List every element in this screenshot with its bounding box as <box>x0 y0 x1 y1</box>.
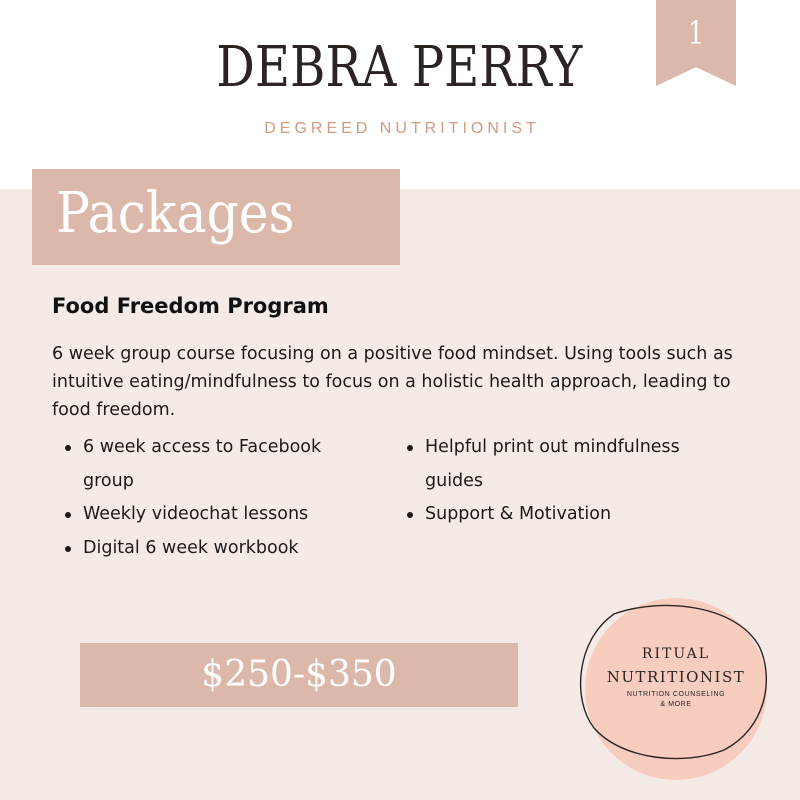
section-title: Packages <box>56 181 295 246</box>
program-description: 6 week group course focusing on a positive food mindset. Using tools such as intuitive eating/mindfulness to focus on a holistic health approach, leading to food freedom. <box>52 344 733 420</box>
logo-text-nutritionist: NUTRITIONIST <box>606 668 746 686</box>
feature-item: Support & Motivation <box>394 498 734 532</box>
logo-text-ritual: RITUAL <box>641 646 711 662</box>
brand-name: DEBRA PERRY <box>216 35 583 100</box>
logo-tagline-line2: & MORE <box>660 701 692 708</box>
page-number: 1 <box>687 14 705 52</box>
feature-list-right <box>394 431 734 532</box>
program-title: Food Freedom Program <box>52 294 329 318</box>
logo-tagline <box>576 690 776 710</box>
price-label: $250-$350 <box>201 654 397 695</box>
feature-item: Helpful print out mindfulness guides <box>394 431 734 498</box>
feature-item: Weekly videochat lessons <box>52 498 372 532</box>
feature-item: Digital 6 week workbook <box>52 532 372 566</box>
logo-tagline-line1: NUTRITION COUNSELING <box>626 691 726 698</box>
brand-subtitle: DEGREED NUTRITIONIST <box>264 120 540 137</box>
feature-list-left <box>52 431 372 565</box>
feature-item: 6 week access to Facebook group <box>52 431 372 498</box>
